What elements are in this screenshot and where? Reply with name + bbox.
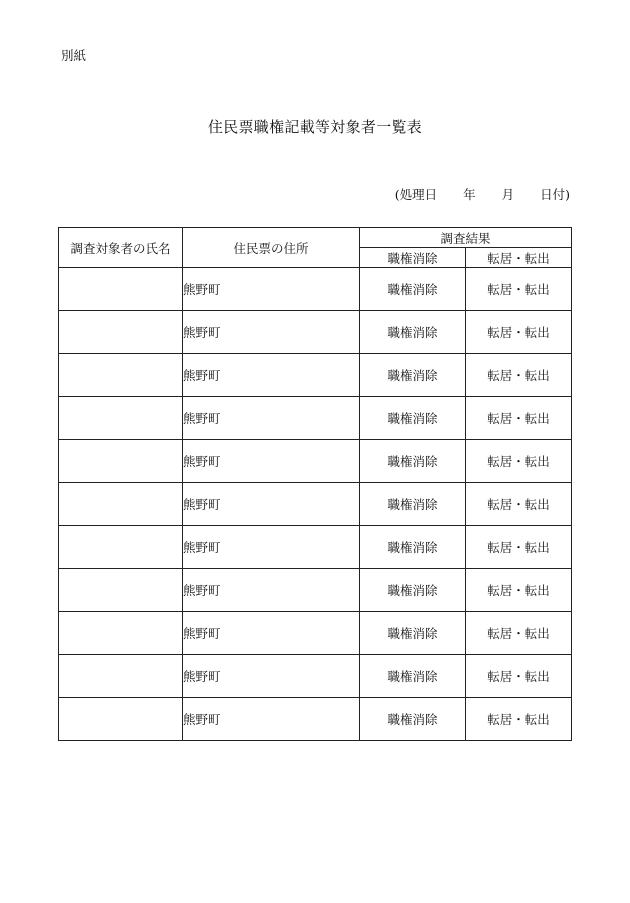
table-row [59,483,572,526]
address-cell: 熊野町 [183,311,360,354]
table-row [59,698,572,741]
address-cell: 熊野町 [183,655,360,698]
table-row [59,526,572,569]
table-row [59,354,572,397]
subject-name-cell[interactable] [59,268,183,311]
address-cell: 熊野町 [183,397,360,440]
relocation-option-cell: 転居・転出 [466,268,572,311]
subject-name-cell[interactable] [59,440,183,483]
relocation-option-cell: 転居・転出 [466,569,572,612]
address-cell: 熊野町 [183,483,360,526]
subject-register-table [58,227,572,741]
year-unit: 年 [463,187,476,202]
relocation-option-cell: 転居・転出 [466,311,572,354]
table-row [59,569,572,612]
table-row [59,311,572,354]
table-row [59,440,572,483]
address-cell: 熊野町 [183,698,360,741]
subject-name-cell[interactable] [59,354,183,397]
subject-name-cell[interactable] [59,483,183,526]
address-cell: 熊野町 [183,354,360,397]
subject-name-cell[interactable] [59,311,183,354]
attachment-label: 別紙 [61,48,87,63]
table-row [59,268,572,311]
deletion-option-cell: 職権消除 [360,354,466,397]
deletion-option-cell: 職権消除 [360,569,466,612]
deletion-option-cell: 職権消除 [360,483,466,526]
subject-name-cell[interactable] [59,698,183,741]
processing-date-prefix: (処理日 [394,187,438,202]
relocation-option-cell: 転居・転出 [466,354,572,397]
deletion-option-cell: 職権消除 [360,698,466,741]
deletion-option-cell: 職権消除 [360,311,466,354]
document-title: 住民票職権記載等対象者一覧表 [207,118,423,136]
subject-name-cell[interactable] [59,612,183,655]
subject-name-cell[interactable] [59,397,183,440]
deletion-option-cell: 職権消除 [360,268,466,311]
subject-name-cell[interactable] [59,526,183,569]
register-body [59,268,572,741]
month-unit: 月 [501,187,515,202]
address-cell: 熊野町 [183,268,360,311]
relocation-option-cell: 転居・転出 [466,655,572,698]
relocation-option-cell: 転居・転出 [466,397,572,440]
relocation-option-cell: 転居・転出 [466,526,572,569]
table-row [59,612,572,655]
header-ex-officio-deletion: 職権消除 [360,248,466,268]
header-subject-name: 調査対象者の氏名 [59,228,183,268]
subject-name-cell[interactable] [59,569,183,612]
address-cell: 熊野町 [183,526,360,569]
day-unit: 日付) [540,187,570,202]
deletion-option-cell: 職権消除 [360,612,466,655]
address-cell: 熊野町 [183,440,360,483]
relocation-option-cell: 転居・転出 [466,440,572,483]
address-cell: 熊野町 [183,612,360,655]
deletion-option-cell: 職権消除 [360,526,466,569]
relocation-option-cell: 転居・転出 [466,698,572,741]
relocation-option-cell: 転居・転出 [466,612,572,655]
deletion-option-cell: 職権消除 [360,440,466,483]
table-row [59,397,572,440]
relocation-option-cell: 転居・転出 [466,483,572,526]
deletion-option-cell: 職権消除 [360,397,466,440]
address-cell: 熊野町 [183,569,360,612]
table-row [59,655,572,698]
header-registered-address: 住民票の住所 [183,228,360,268]
header-relocation: 転居・転出 [466,248,572,268]
processing-date-line [395,187,570,203]
header-investigation-result: 調査結果 [360,228,572,248]
subject-name-cell[interactable] [59,655,183,698]
deletion-option-cell: 職権消除 [360,655,466,698]
